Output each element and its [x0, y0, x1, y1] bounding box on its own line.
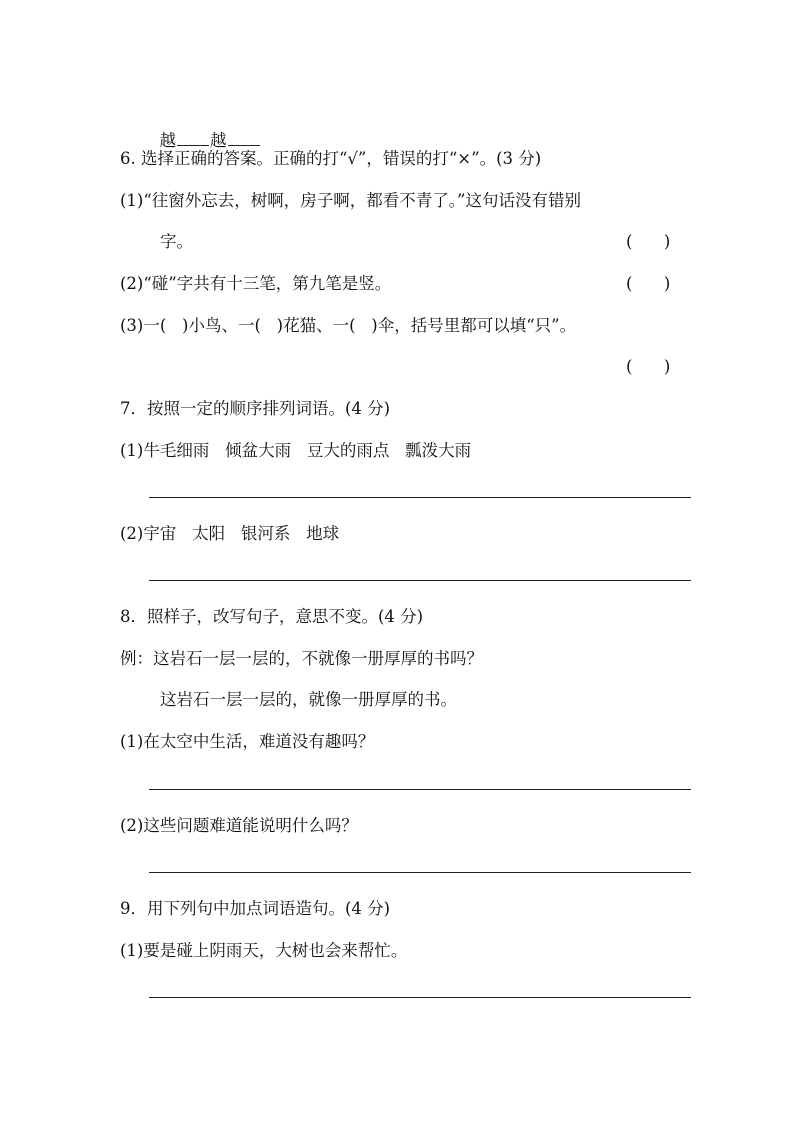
q6-title: 6. 选择正确的答案。正确的打“√”，错误的打“×”。(3 分)	[120, 149, 542, 168]
q8-item2: (2)这些问题难道能说明什么吗？	[120, 816, 358, 835]
q8-title: 8．照样子，改写句子，意思不变。(4 分)	[120, 607, 424, 626]
q6-item1-line1: (1)“往窗外忘去，树啊，房子啊，都看不青了。”这句话没有错别	[120, 191, 581, 210]
q6-item3-answer-paren[interactable]: ( )	[626, 357, 671, 376]
blank-2[interactable]	[228, 131, 260, 146]
blank-1[interactable]	[177, 131, 209, 146]
q7-item1: (1)牛毛细雨 倾盆大雨 豆大的雨点 瓢泼大雨	[120, 441, 472, 460]
pattern-char-1: 越	[159, 131, 176, 150]
q8-example-line1: 例：这岩石一层一层的，不就像一册厚厚的书吗？	[120, 649, 483, 668]
q6-item1-answer-paren[interactable]: ( )	[626, 232, 671, 251]
q6-item3: (3)一( )小鸟、一( )花猫、一( )伞，括号里都可以填“只”。	[120, 316, 577, 335]
q7-item1-answer-line[interactable]	[149, 497, 691, 498]
pattern-char-2: 越	[210, 131, 227, 150]
q9-item1-answer-line[interactable]	[149, 997, 691, 998]
q7-item2: (2)宇宙 太阳 银河系 地球	[120, 524, 340, 543]
q9-item1: (1)要是碰上阴雨天，大树也会来帮忙。	[120, 941, 408, 960]
q8-item1: (1)在太空中生活，难道没有趣吗？	[120, 732, 375, 751]
q8-item2-answer-line[interactable]	[149, 872, 691, 873]
word-pattern-line	[149, 108, 261, 152]
q7-title: 7．按照一定的顺序排列词语。(4 分)	[120, 399, 391, 418]
q8-item1-answer-line[interactable]	[149, 789, 691, 790]
q6-item2-answer-paren[interactable]: ( )	[626, 274, 671, 293]
q8-example-line2: 这岩石一层一层的，就像一册厚厚的书。	[160, 690, 457, 709]
q6-item2: (2)“碰”字共有十三笔，第九笔是竖。	[120, 274, 392, 293]
q9-title: 9．用下列句中加点词语造句。(4 分)	[120, 899, 391, 918]
q6-item1-line2: 字。	[160, 232, 193, 251]
q7-item2-answer-line[interactable]	[149, 580, 691, 581]
